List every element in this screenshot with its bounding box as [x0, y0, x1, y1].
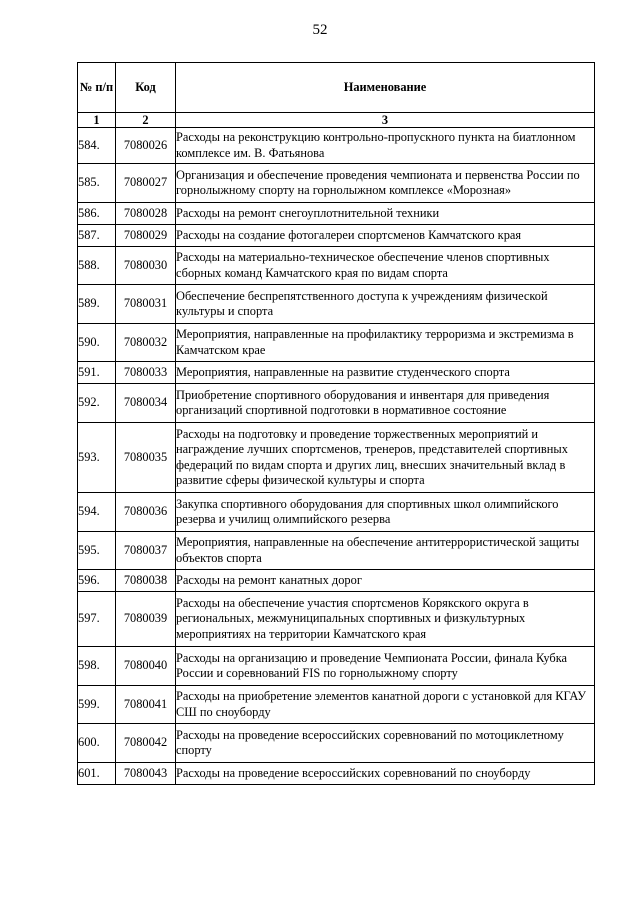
- row-name: Приобретение спортивного оборудования и инвентаря для приведения организаций спортивной подготовки в нормативное состояние: [176, 384, 595, 423]
- row-name: Расходы на проведение всероссийских соревнований по мотоциклетному спорту: [176, 724, 595, 763]
- column-index-row: [78, 113, 595, 128]
- table-row: [78, 592, 595, 647]
- column-index-2: 2: [116, 113, 176, 128]
- row-number: 585.: [78, 164, 116, 203]
- row-number: 587.: [78, 225, 116, 247]
- row-name: Расходы на обеспечение участия спортсменов Корякского округа в региональных, межмуниципальных спортивных и физкультурных мероприятиях на территории Камчатского края: [176, 592, 595, 647]
- table-row: [78, 686, 595, 724]
- table-row: [78, 384, 595, 423]
- row-code: 7080035: [116, 423, 176, 493]
- row-code: 7080031: [116, 285, 176, 324]
- row-number: 594.: [78, 493, 116, 532]
- row-code: 7080038: [116, 570, 176, 592]
- header-name: Наименование: [176, 63, 595, 113]
- row-name: Закупка спортивного оборудования для спортивных школ олимпийского резерва и училищ олимпийского резерва: [176, 493, 595, 532]
- row-number: 590.: [78, 324, 116, 362]
- row-number: 600.: [78, 724, 116, 763]
- row-name: Расходы на организацию и проведение Чемпионата России, финала Кубка России и соревнований FIS по горнолыжному спорту: [176, 647, 595, 686]
- row-number: 584.: [78, 128, 116, 164]
- row-code: 7080034: [116, 384, 176, 423]
- table-row: [78, 247, 595, 285]
- row-code: 7080043: [116, 763, 176, 785]
- row-code: 7080036: [116, 493, 176, 532]
- row-code: 7080039: [116, 592, 176, 647]
- table-row: [78, 128, 595, 164]
- row-name: Расходы на реконструкцию контрольно-пропускного пункта на биатлонном комплексе им. В. Фатьянова: [176, 128, 595, 164]
- row-number: 586.: [78, 203, 116, 225]
- row-number: 599.: [78, 686, 116, 724]
- row-name: Расходы на создание фотогалереи спортсменов Камчатского края: [176, 225, 595, 247]
- table-row: [78, 203, 595, 225]
- row-code: 7080027: [116, 164, 176, 203]
- row-number: 601.: [78, 763, 116, 785]
- column-index-1: 1: [78, 113, 116, 128]
- row-name: Расходы на подготовку и проведение торжественных мероприятий и награждение лучших спортсменов, тренеров, представителей спортивных федераций по видам спорта и других лиц, внесших значительный вклад в развитие сферы физической культуры и спорта: [176, 423, 595, 493]
- table-row: [78, 285, 595, 324]
- header-num: № п/п: [78, 63, 116, 113]
- row-number: 588.: [78, 247, 116, 285]
- table-row: [78, 324, 595, 362]
- table-row: [78, 763, 595, 785]
- row-code: 7080042: [116, 724, 176, 763]
- row-number: 598.: [78, 647, 116, 686]
- table-row: [78, 164, 595, 203]
- row-name: Расходы на ремонт канатных дорог: [176, 570, 595, 592]
- row-name: Расходы на приобретение элементов канатной дороги с установкой для КГАУ СШ по сноуборду: [176, 686, 595, 724]
- row-code: 7080041: [116, 686, 176, 724]
- row-number: 589.: [78, 285, 116, 324]
- row-code: 7080040: [116, 647, 176, 686]
- table-row: [78, 647, 595, 686]
- row-number: 592.: [78, 384, 116, 423]
- table-row: [78, 362, 595, 384]
- table-row: [78, 532, 595, 570]
- row-number: 593.: [78, 423, 116, 493]
- table-row: [78, 724, 595, 763]
- table-row: [78, 570, 595, 592]
- table-row: [78, 225, 595, 247]
- row-number: 596.: [78, 570, 116, 592]
- row-code: 7080033: [116, 362, 176, 384]
- row-code: 7080030: [116, 247, 176, 285]
- row-code: 7080032: [116, 324, 176, 362]
- header-code: Код: [116, 63, 176, 113]
- table-row: [78, 423, 595, 493]
- table-body: [78, 128, 595, 785]
- row-code: 7080028: [116, 203, 176, 225]
- row-name: Организация и обеспечение проведения чемпионата и первенства России по горнолыжному спорту на горнолыжном комплексе «Морозная»: [176, 164, 595, 203]
- row-number: 597.: [78, 592, 116, 647]
- row-name: Расходы на ремонт снегоуплотнительной техники: [176, 203, 595, 225]
- row-name: Мероприятия, направленные на обеспечение антитеррористической защиты объектов спорта: [176, 532, 595, 570]
- row-code: 7080037: [116, 532, 176, 570]
- table-row: [78, 493, 595, 532]
- row-name: Расходы на материально-техническое обеспечение членов спортивных сборных команд Камчатского края по видам спорта: [176, 247, 595, 285]
- row-name: Обеспечение беспрепятственного доступа к учреждениям физической культуры и спорта: [176, 285, 595, 324]
- budget-codes-table: [77, 62, 595, 785]
- row-name: Мероприятия, направленные на развитие студенческого спорта: [176, 362, 595, 384]
- row-code: 7080029: [116, 225, 176, 247]
- row-number: 591.: [78, 362, 116, 384]
- column-index-3: 3: [176, 113, 595, 128]
- row-code: 7080026: [116, 128, 176, 164]
- row-name: Расходы на проведение всероссийских соревнований по сноуборду: [176, 763, 595, 785]
- row-number: 595.: [78, 532, 116, 570]
- page-number: 52: [312, 22, 328, 38]
- table-header-row: [78, 63, 595, 113]
- row-name: Мероприятия, направленные на профилактику терроризма и экстремизма в Камчатском крае: [176, 324, 595, 362]
